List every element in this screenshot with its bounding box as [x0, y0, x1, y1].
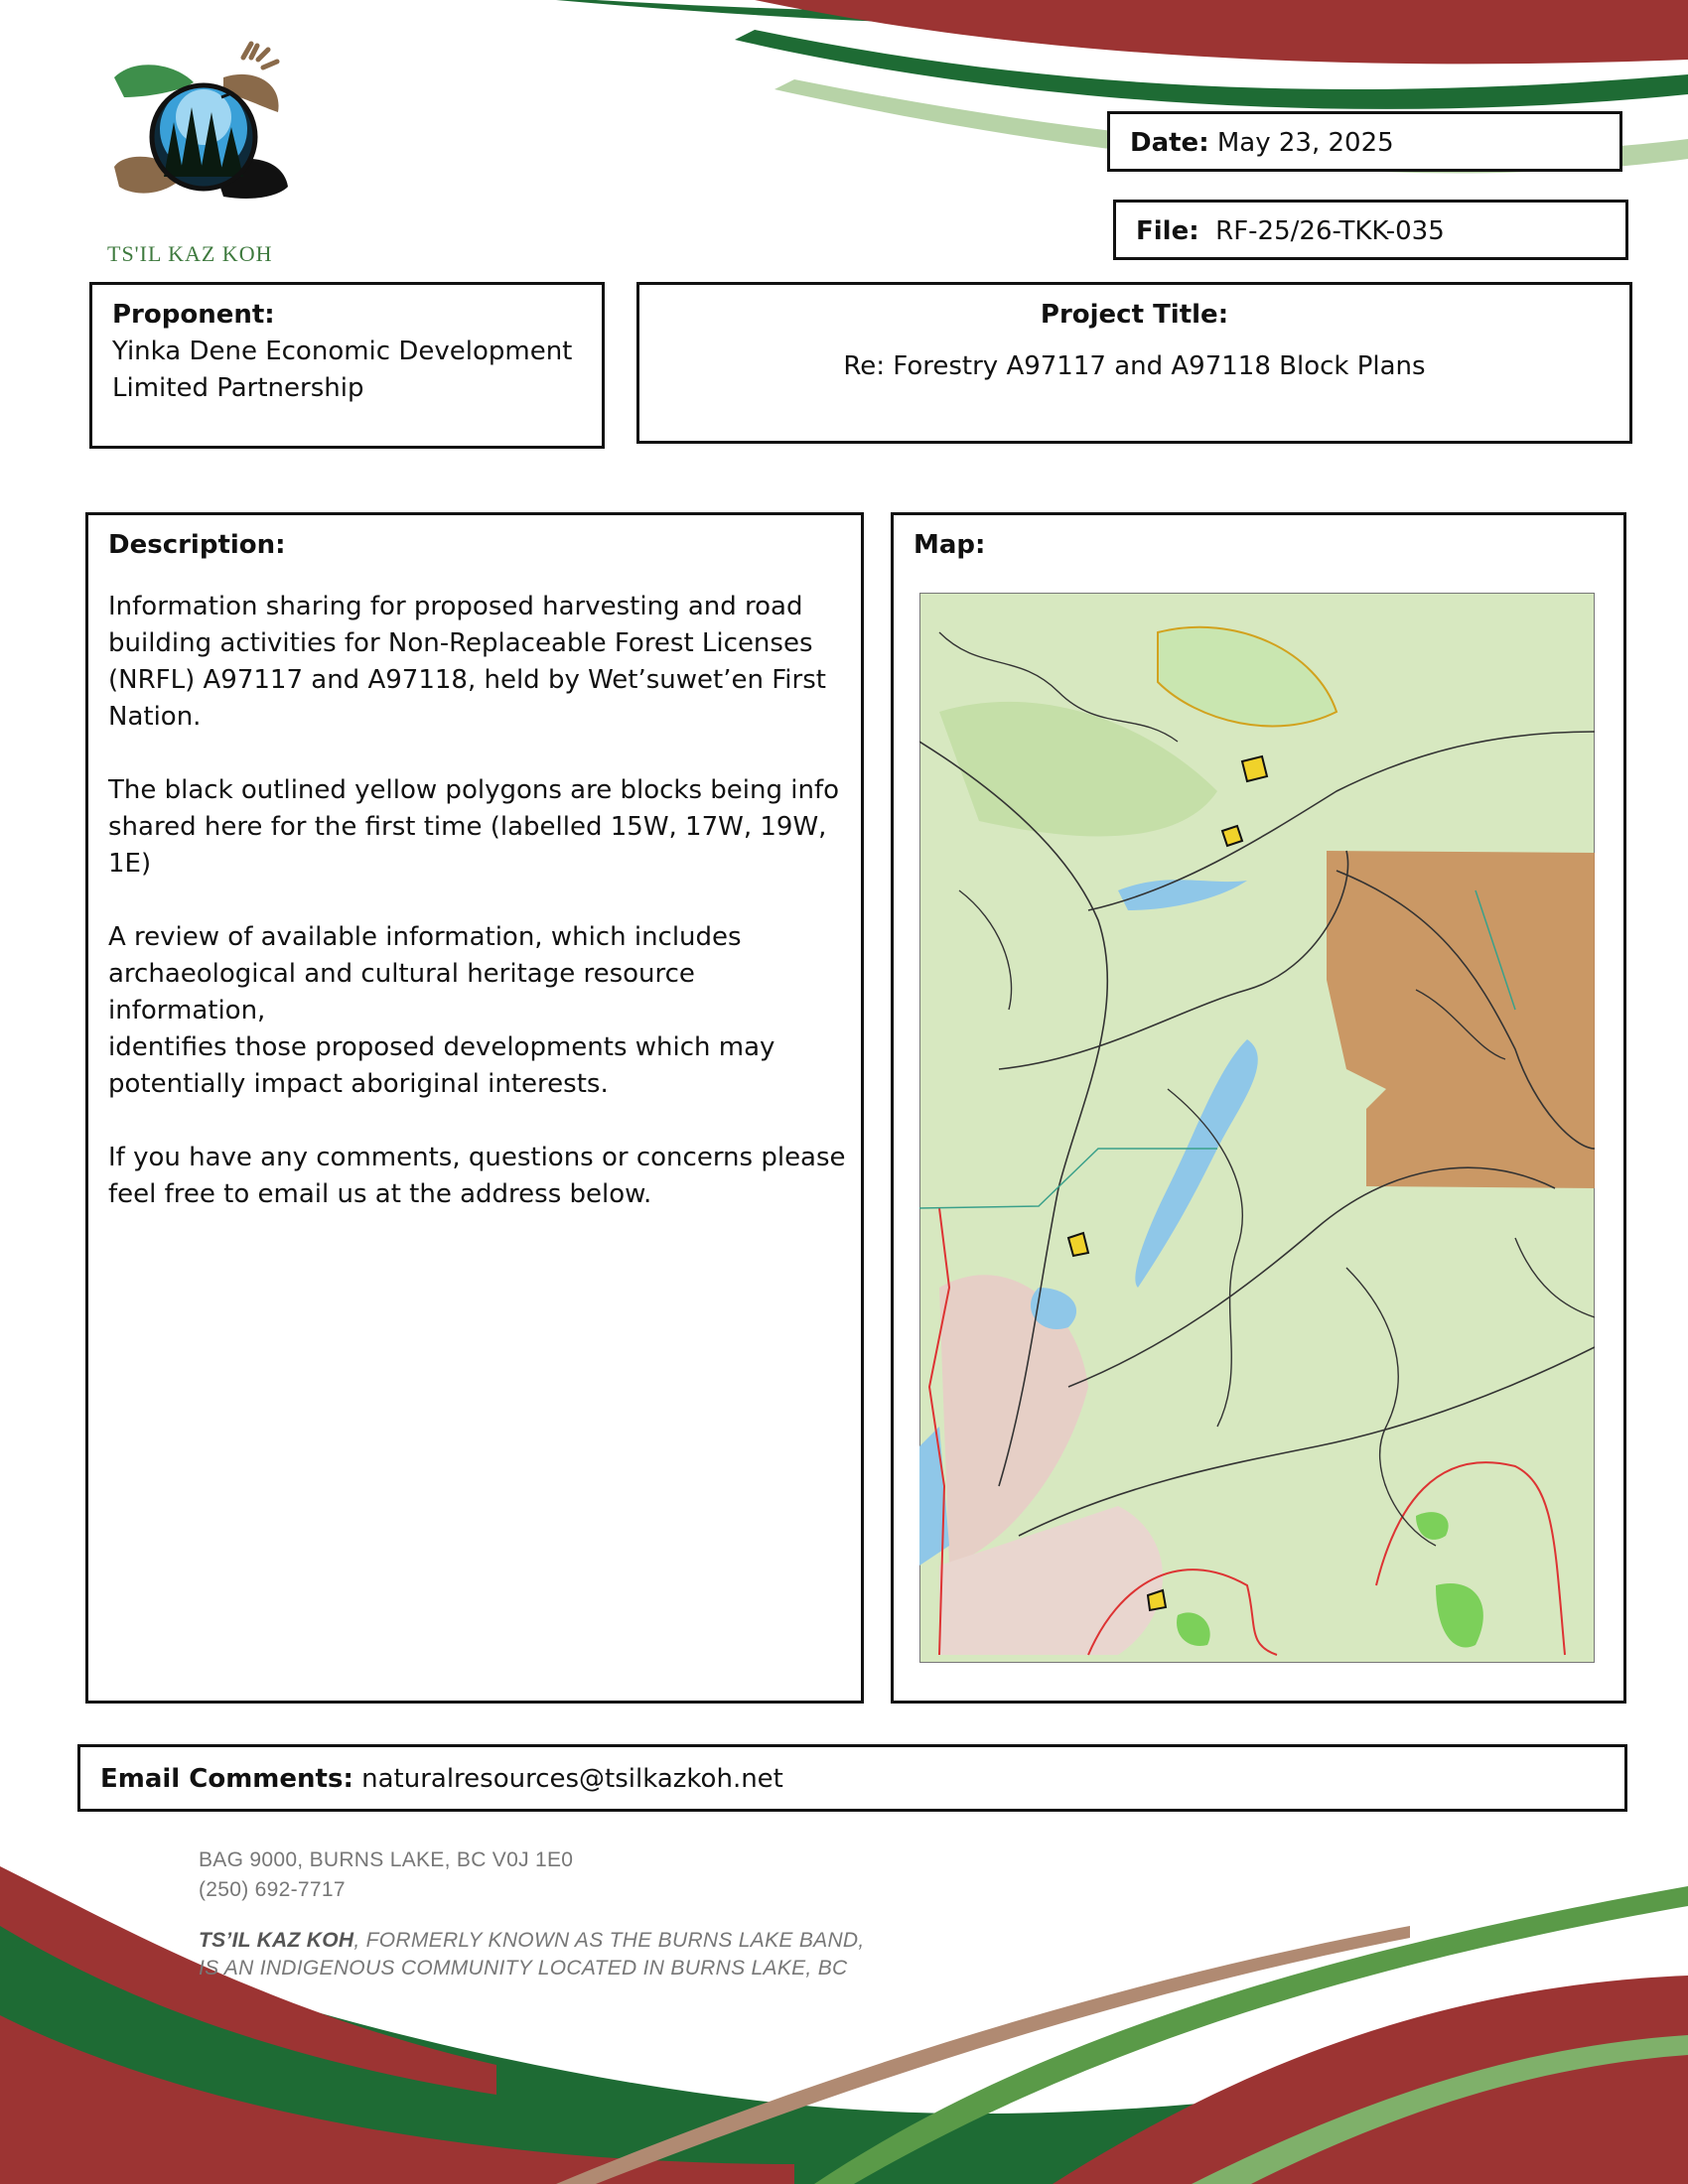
email-link[interactable]: naturalresources@tsilkazkoh.net: [361, 1764, 783, 1794]
description-body: [108, 589, 853, 1250]
footer-about-rest: , FORMERLY KNOWN AS THE BURNS LAKE BAND,: [353, 1929, 865, 1952]
description-paragraph-1: [108, 589, 853, 736]
description-p3-line: identifies those proposed developments which may: [108, 1032, 775, 1062]
description-p1-line: (NRFL) A97117 and A97118, held by Wet’suwet’en First: [108, 665, 826, 695]
proponent-line-2: Limited Partnership: [112, 373, 364, 403]
file-label: File:: [1136, 216, 1199, 246]
footer-swoosh-decoration: [0, 1866, 1688, 2184]
project-title-value: Re: Forestry A97117 and A97118 Block Plans: [843, 351, 1426, 381]
proponent-box: [89, 282, 605, 449]
description-p1-line: Information sharing for proposed harvesting and road: [108, 592, 803, 621]
description-paragraph-4: [108, 1140, 853, 1213]
date-label: Date:: [1130, 128, 1209, 158]
proponent-line-1: Yinka Dene Economic Development: [112, 337, 573, 366]
description-p3-line: potentially impact aboriginal interests.: [108, 1069, 609, 1099]
map-box: [891, 512, 1626, 1704]
description-paragraph-2: [108, 772, 853, 883]
description-p2-line: The black outlined yellow polygons are blocks being info: [108, 775, 839, 805]
description-p4-line: If you have any comments, questions or concerns please: [108, 1143, 846, 1172]
description-p1-line: Nation.: [108, 702, 202, 732]
footer-about-line-2: IS AN INDIGENOUS COMMUNITY LOCATED IN BURNS LAKE, BC: [199, 1957, 848, 1979]
description-p3-line: archaeological and cultural heritage resource information,: [108, 959, 695, 1025]
description-p4-line: feel free to email us at the address below.: [108, 1179, 652, 1209]
logo-wordmark: TS'IL KAZ KOH: [107, 241, 273, 266]
map-image: [919, 593, 1595, 1663]
description-box: [85, 512, 864, 1704]
footer-about-line-1: [199, 1929, 865, 1953]
project-title-box: [636, 282, 1632, 444]
description-p1-line: building activities for Non-Replaceable Forest Licenses: [108, 628, 813, 658]
email-box: [77, 1744, 1627, 1812]
footer-address: BAG 9000, BURNS LAKE, BC V0J 1E0: [199, 1848, 574, 1871]
description-p3-line: A review of available information, which includes: [108, 922, 742, 952]
date-box: [1107, 111, 1622, 172]
description-paragraph-3: [108, 919, 853, 1103]
map-label: Map:: [914, 530, 986, 560]
footer-phone: (250) 692-7717: [199, 1878, 346, 1901]
logo: [104, 38, 298, 266]
project-title-label: Project Title:: [1040, 300, 1229, 330]
date-value: May 23, 2025: [1216, 128, 1394, 158]
footer-community-name: TS’IL KAZ KOH: [199, 1929, 354, 1952]
email-label: Email Comments:: [100, 1764, 353, 1794]
description-p2-line: shared here for the first time (labelled 15W, 17W, 19W, 1E): [108, 812, 827, 879]
description-label: Description:: [108, 530, 286, 560]
file-box: [1113, 200, 1628, 260]
logo-emblem: [104, 38, 298, 236]
file-value: RF-25/26-TKK-035: [1215, 216, 1445, 246]
proponent-label: Proponent:: [112, 300, 275, 330]
